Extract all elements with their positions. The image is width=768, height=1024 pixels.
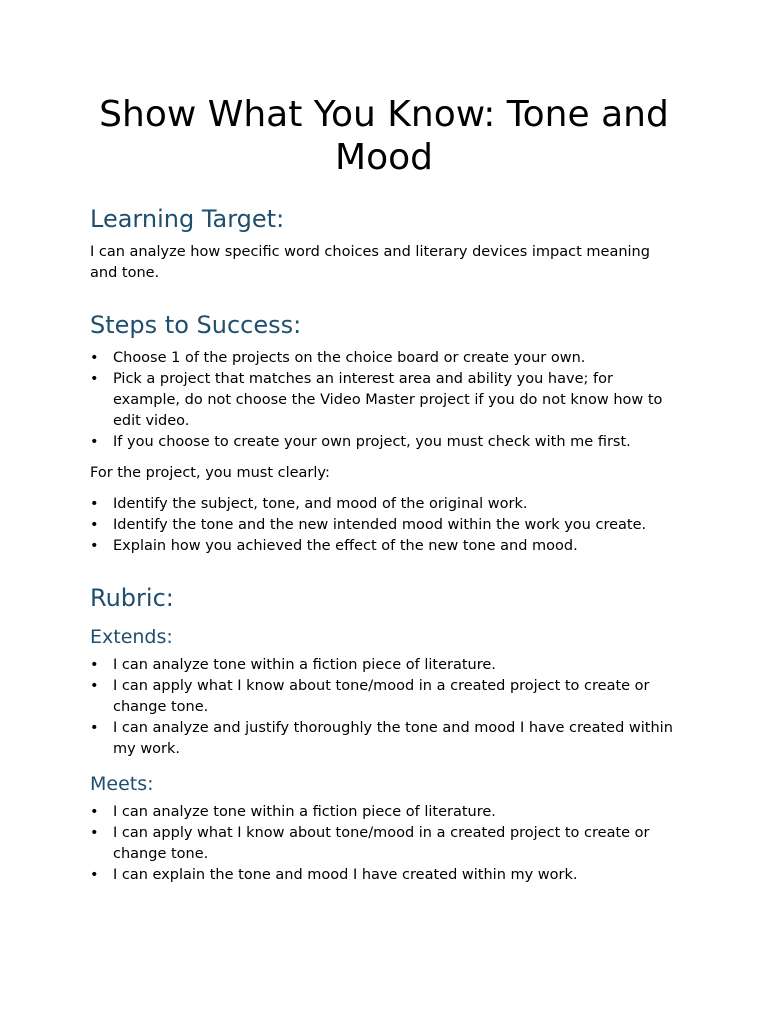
bullet-icon: •	[90, 434, 99, 450]
page-title: Show What You Know: Tone and Mood	[99, 94, 669, 178]
learning-target-heading: Learning Target:	[90, 205, 285, 233]
list-item	[90, 718, 678, 760]
list-item-text: I can analyze and justify thoroughly the tone and mood I have created within my work.	[113, 720, 673, 757]
bullet-icon: •	[90, 720, 99, 736]
learning-target-text: I can analyze how specific word choices and literary devices impact meaning and tone.	[90, 244, 650, 281]
list-item-text: Explain how you achieved the effect of the new tone and mood.	[113, 538, 578, 554]
list-item	[90, 494, 678, 515]
bullet-icon: •	[90, 350, 99, 366]
meets-heading: Meets:	[90, 773, 154, 795]
requirements-intro: For the project, you must clearly:	[90, 465, 330, 481]
list-item-text: I can analyze tone within a fiction piece of literature.	[113, 804, 496, 820]
list-item-text: Identify the tone and the new intended mood within the work you create.	[113, 517, 647, 533]
list-item	[90, 432, 678, 453]
list-item	[90, 348, 678, 369]
rubric-heading: Rubric:	[90, 584, 174, 612]
requirements-list	[90, 494, 678, 557]
meets-list	[90, 802, 678, 886]
list-item-text: I can apply what I know about tone/mood in a created project to create or change tone.	[113, 678, 650, 715]
bullet-icon: •	[90, 517, 99, 533]
list-item	[90, 369, 678, 432]
list-item	[90, 823, 678, 865]
list-item	[90, 536, 678, 557]
list-item-text: I can explain the tone and mood I have created within my work.	[113, 867, 578, 883]
list-item-text: Identify the subject, tone, and mood of the original work.	[113, 496, 528, 512]
bullet-icon: •	[90, 825, 99, 841]
list-item	[90, 802, 678, 823]
bullet-icon: •	[90, 867, 99, 883]
bullet-icon: •	[90, 496, 99, 512]
bullet-icon: •	[90, 538, 99, 554]
extends-heading: Extends:	[90, 626, 173, 648]
list-item-text: I can analyze tone within a fiction piece of literature.	[113, 657, 496, 673]
bullet-icon: •	[90, 804, 99, 820]
list-item-text: Pick a project that matches an interest area and ability you have; for example, do not choose the Video Master project if you do not know how to edit video.	[113, 371, 663, 429]
list-item	[90, 515, 678, 536]
list-item	[90, 655, 678, 676]
list-item-text: I can apply what I know about tone/mood in a created project to create or change tone.	[113, 825, 650, 862]
list-item-text: If you choose to create your own project, you must check with me first.	[113, 434, 631, 450]
extends-list	[90, 655, 678, 760]
list-item-text: Choose 1 of the projects on the choice board or create your own.	[113, 350, 586, 366]
steps-list	[90, 348, 678, 453]
list-item	[90, 865, 678, 886]
bullet-icon: •	[90, 657, 99, 673]
steps-heading: Steps to Success:	[90, 311, 302, 339]
bullet-icon: •	[90, 371, 99, 387]
bullet-icon: •	[90, 678, 99, 694]
list-item	[90, 676, 678, 718]
